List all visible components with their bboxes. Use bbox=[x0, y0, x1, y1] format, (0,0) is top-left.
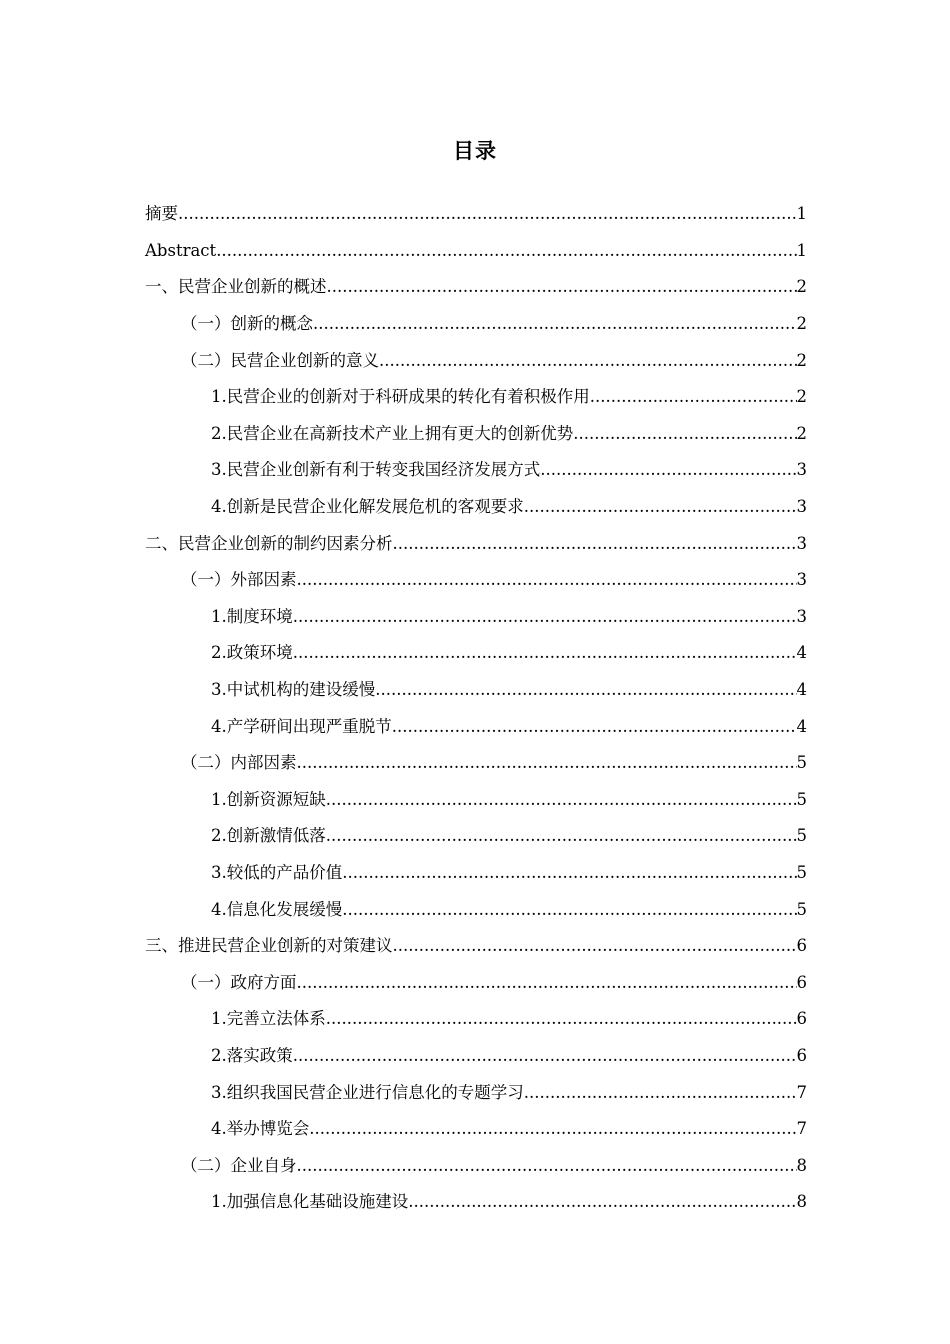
toc-dot-leader bbox=[297, 569, 797, 591]
toc-entry[interactable] bbox=[0, 745, 950, 782]
toc-entry-text: 2.政策环境 bbox=[211, 643, 293, 663]
toc-entry[interactable] bbox=[0, 233, 950, 270]
toc-entry-page: 2 bbox=[796, 350, 807, 370]
toc-entry-text: 2.创新激情低落 bbox=[211, 826, 326, 846]
toc-entry-page: 1 bbox=[796, 204, 807, 224]
toc-dot-leader bbox=[297, 1155, 797, 1177]
toc-entry[interactable] bbox=[0, 964, 950, 1001]
toc-entry-text: 1.民营企业的创新对于科研成果的转化有着积极作用 bbox=[211, 387, 590, 407]
toc-entry-page: 3 bbox=[796, 533, 807, 553]
toc-entry[interactable] bbox=[0, 1111, 950, 1148]
toc-entry-text: 4.信息化发展缓慢 bbox=[211, 899, 343, 919]
toc-entry-page: 3 bbox=[796, 460, 807, 480]
toc-entry-page: 6 bbox=[796, 1045, 807, 1065]
toc-entry[interactable] bbox=[0, 379, 950, 416]
toc-entry-page: 7 bbox=[796, 1082, 807, 1102]
toc-entry-text: 3.组织我国民营企业进行信息化的专题学习 bbox=[211, 1082, 524, 1102]
toc-entry[interactable] bbox=[0, 525, 950, 562]
toc-entry[interactable] bbox=[0, 599, 950, 636]
toc-entry[interactable] bbox=[0, 416, 950, 453]
toc-entry[interactable] bbox=[0, 855, 950, 892]
toc-entry[interactable] bbox=[0, 489, 950, 526]
toc-entry[interactable] bbox=[0, 708, 950, 745]
toc-entry[interactable] bbox=[0, 891, 950, 928]
toc-entry[interactable] bbox=[0, 196, 950, 233]
toc-dot-leader bbox=[326, 1008, 797, 1030]
toc-entry-text: 二、民营企业创新的制约因素分析 bbox=[145, 533, 393, 553]
toc-entry-text: 3.较低的产品价值 bbox=[211, 862, 343, 882]
toc-entry[interactable] bbox=[0, 562, 950, 599]
toc-entry[interactable] bbox=[0, 672, 950, 709]
page-title: 目录 bbox=[453, 138, 497, 163]
toc-entry-page: 2 bbox=[796, 423, 807, 443]
toc-dot-leader bbox=[293, 606, 797, 628]
toc-dot-leader bbox=[590, 386, 797, 408]
toc-dot-leader bbox=[216, 240, 796, 262]
toc-entry[interactable] bbox=[0, 1001, 950, 1038]
toc-entry[interactable] bbox=[0, 306, 950, 343]
toc-entry[interactable] bbox=[0, 928, 950, 965]
toc-entry-page: 4 bbox=[796, 680, 807, 700]
toc-entry-text: （二）内部因素 bbox=[181, 753, 297, 773]
toc-entry-text: 1.制度环境 bbox=[211, 606, 293, 626]
toc-entry-text: 4.创新是民营企业化解发展危机的客观要求 bbox=[211, 497, 524, 517]
toc-entry-page: 6 bbox=[796, 936, 807, 956]
toc-dot-leader bbox=[293, 642, 797, 664]
toc-entry-text: （一）创新的概念 bbox=[181, 314, 313, 334]
table-of-contents bbox=[0, 196, 950, 1221]
toc-dot-leader bbox=[379, 350, 797, 372]
toc-entry-page: 4 bbox=[796, 716, 807, 736]
toc-entry-text: （二）企业自身 bbox=[181, 1155, 297, 1175]
toc-entry[interactable] bbox=[0, 1038, 950, 1075]
toc-entry-text: 2.落实政策 bbox=[211, 1045, 293, 1065]
toc-entry-page: 1 bbox=[796, 240, 807, 260]
toc-entry-text: 一、民营企业创新的概述 bbox=[145, 277, 327, 297]
toc-entry[interactable] bbox=[0, 452, 950, 489]
toc-dot-leader bbox=[342, 862, 796, 884]
toc-dot-leader bbox=[313, 313, 797, 335]
toc-entry-page: 7 bbox=[796, 1119, 807, 1139]
toc-entry-page: 2 bbox=[796, 314, 807, 334]
toc-entry-text: （一）外部因素 bbox=[181, 570, 297, 590]
toc-entry-text: （二）民营企业创新的意义 bbox=[181, 350, 379, 370]
toc-dot-leader bbox=[524, 496, 797, 518]
toc-dot-leader bbox=[326, 789, 797, 811]
toc-dot-leader bbox=[297, 752, 797, 774]
toc-entry-text: 三、推进民营企业创新的对策建议 bbox=[145, 936, 393, 956]
toc-dot-leader bbox=[408, 1191, 796, 1213]
toc-entry-text: 2.民营企业在高新技术产业上拥有更大的创新优势 bbox=[211, 423, 574, 443]
toc-entry-page: 3 bbox=[796, 497, 807, 517]
toc-dot-leader bbox=[393, 935, 797, 957]
toc-entry[interactable] bbox=[0, 269, 950, 306]
toc-entry-text: 3.中试机构的建设缓慢 bbox=[211, 680, 376, 700]
toc-entry-page: 5 bbox=[796, 862, 807, 882]
toc-entry[interactable] bbox=[0, 1074, 950, 1111]
toc-entry-text: 4.产学研间出现严重脱节 bbox=[211, 716, 392, 736]
toc-entry-page: 8 bbox=[796, 1192, 807, 1212]
toc-dot-leader bbox=[573, 423, 796, 445]
toc-dot-leader bbox=[178, 203, 797, 225]
toc-dot-leader bbox=[392, 716, 797, 738]
toc-entry[interactable] bbox=[0, 818, 950, 855]
toc-dot-leader bbox=[342, 899, 796, 921]
toc-entry[interactable] bbox=[0, 782, 950, 819]
toc-entry-page: 3 bbox=[796, 570, 807, 590]
toc-entry-page: 5 bbox=[796, 753, 807, 773]
toc-entry-text: 3.民营企业创新有利于转变我国经济发展方式 bbox=[211, 460, 541, 480]
toc-entry-page: 3 bbox=[796, 606, 807, 626]
toc-dot-leader bbox=[326, 825, 797, 847]
toc-dot-leader bbox=[309, 1118, 796, 1140]
toc-dot-leader bbox=[524, 1082, 797, 1104]
toc-entry[interactable] bbox=[0, 1147, 950, 1184]
toc-entry-page: 5 bbox=[796, 826, 807, 846]
toc-entry-text: 1.加强信息化基础设施建设 bbox=[211, 1192, 409, 1212]
toc-entry-text: 1.创新资源短缺 bbox=[211, 789, 326, 809]
toc-dot-leader bbox=[393, 533, 797, 555]
toc-entry[interactable] bbox=[0, 342, 950, 379]
toc-entry-page: 4 bbox=[796, 643, 807, 663]
toc-entry-text: Abstract bbox=[145, 240, 217, 260]
toc-dot-leader bbox=[297, 972, 797, 994]
toc-dot-leader bbox=[293, 1045, 797, 1067]
toc-dot-leader bbox=[540, 459, 796, 481]
toc-entry-text: 4.举办博览会 bbox=[211, 1119, 310, 1139]
toc-entry-page: 6 bbox=[796, 972, 807, 992]
toc-entry-page: 6 bbox=[796, 1009, 807, 1029]
toc-entry-page: 5 bbox=[796, 899, 807, 919]
toc-entry-page: 8 bbox=[796, 1155, 807, 1175]
toc-entry-text: （一）政府方面 bbox=[181, 972, 297, 992]
toc-entry-page: 2 bbox=[796, 387, 807, 407]
toc-entry-text: 摘要 bbox=[145, 204, 178, 224]
toc-dot-leader bbox=[375, 679, 796, 701]
toc-entry-page: 5 bbox=[796, 789, 807, 809]
toc-dot-leader bbox=[327, 276, 797, 298]
toc-entry[interactable] bbox=[0, 1184, 950, 1221]
toc-entry-page: 2 bbox=[796, 277, 807, 297]
toc-entry-text: 1.完善立法体系 bbox=[211, 1009, 326, 1029]
toc-entry[interactable] bbox=[0, 635, 950, 672]
